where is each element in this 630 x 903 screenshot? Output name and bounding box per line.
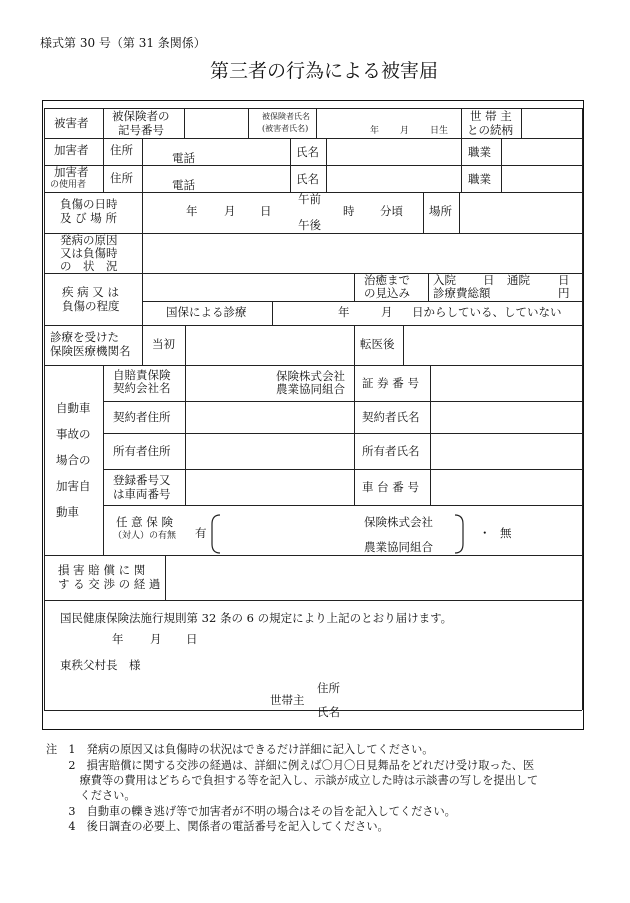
- contractor-address-label: 契約者住所: [113, 410, 171, 424]
- note-2-cont-2: ください。: [46, 789, 136, 802]
- insured-no-label-2: 記号番号: [118, 123, 164, 137]
- medical-label: 診療を受けた: [50, 330, 119, 344]
- car-side-label-4: 加害自: [56, 479, 91, 493]
- outpatient-day-label: 日: [558, 273, 570, 287]
- hour-label: 時: [343, 204, 355, 218]
- transfer-clinic-label: 転医後: [360, 337, 395, 351]
- declaration-day: 日: [186, 632, 198, 646]
- pm-label: 午後: [298, 218, 321, 232]
- outlook-label: 治癒まで: [364, 273, 410, 287]
- employer-job-label: 職業: [468, 172, 491, 186]
- addressee: 東秩父村長 様: [60, 658, 141, 672]
- optional-yes-label: 有: [195, 526, 207, 540]
- car-side-label-3: 場合の: [56, 453, 91, 467]
- disease-label: 疾 病 又 は: [62, 285, 119, 299]
- disease-label-2: 負傷の程度: [62, 299, 120, 313]
- declaration-text: 国民健康保険法施行規則第 32 条の 6 の規定により上記のとおり届けます。: [60, 611, 453, 625]
- employer-name-label: 氏名: [296, 172, 319, 186]
- offender-address-label: 住所: [110, 143, 133, 157]
- hospital-label: 入院: [433, 273, 456, 287]
- optional-insurance-label-2: （対人）の有無: [113, 531, 177, 541]
- employer-label-2: の使用者: [50, 180, 87, 190]
- offender-job-label: 職業: [468, 145, 491, 159]
- optional-company-label-2: 農業協同組合: [364, 540, 433, 554]
- victim-name-label: (被害者氏名): [262, 124, 309, 133]
- note-4: 4 後日調査の必要上、関係者の電話番号を記入してください。: [46, 820, 389, 833]
- am-label: 午前: [298, 192, 321, 206]
- cost-label: 診療費総額: [433, 286, 491, 300]
- declaration-year: 年: [112, 632, 124, 646]
- injury-datetime-label-2: 及 び 場 所: [60, 211, 117, 225]
- compensation-label: 損 害 賠 償 に 関: [58, 563, 146, 577]
- note-3: 3 自動車の轢き逃げ等で加害者が不明の場合はその旨を記入してください。: [46, 805, 456, 818]
- outlook-label-2: の見込み: [364, 286, 410, 300]
- bracket-icon: [210, 510, 465, 558]
- insured-name-label: 被保険者氏名: [262, 112, 310, 121]
- company-label-2: 農業協同組合: [276, 382, 345, 396]
- relation-label-2: との続柄: [467, 123, 513, 137]
- car-side-label-2: 事故の: [56, 427, 91, 441]
- employer-label: 加害者: [54, 165, 89, 179]
- householder-label: 世帯主: [270, 693, 305, 707]
- place-label: 場所: [429, 204, 452, 218]
- registration-label: 登録番号又: [113, 473, 171, 487]
- car-side-label-5: 動車: [56, 505, 79, 519]
- kokuho-year-label: 年: [338, 305, 350, 319]
- birth-month-label: 月: [400, 126, 410, 136]
- cause-label-3: の 状 況: [60, 259, 118, 273]
- car-side-label-1: 自動車: [56, 401, 91, 415]
- employer-address-label: 住所: [110, 171, 133, 185]
- insured-no-label: 被保険者の: [112, 109, 170, 123]
- injury-year-label: 年: [186, 204, 198, 218]
- relation-label: 世 帯 主: [470, 109, 512, 123]
- minute-label: 分頃: [380, 204, 403, 218]
- applicant-address-label: 住所: [317, 681, 340, 695]
- note-1: 注 1 発病の原因又は負傷時の状況はできるだけ詳細に記入してください。: [46, 743, 434, 756]
- applicant-name-label: 氏名: [317, 705, 340, 719]
- note-2-cont: 療費等の費用はどちらで負担する等を記入し、示談が成立した時は示談書の写しを提出して: [46, 774, 539, 787]
- birth-day-label: 日生: [430, 126, 449, 136]
- offender-label: 加害者: [54, 143, 89, 157]
- hospital-day-label: 日: [483, 273, 495, 287]
- first-clinic-label: 当初: [152, 337, 175, 351]
- kokuho-month-label: 月: [381, 305, 393, 319]
- compensation-label-2: す る 交 渉 の 経 過: [58, 577, 161, 591]
- page-title: 第三者の行為による被害届: [210, 60, 439, 82]
- form-number: 様式第 30 号（第 31 条関係）: [40, 36, 206, 50]
- optional-no-label: 無: [500, 526, 512, 540]
- cert-number-label: 証 券 番 号: [362, 376, 419, 390]
- note-2: 2 損害賠償に関する交渉の経過は、詳細に例えば〇月〇日見舞品をどれだけ受け取った、医: [46, 759, 535, 772]
- insurer-label: 自賠責保険: [113, 368, 171, 382]
- contractor-name-label: 契約者氏名: [362, 410, 420, 424]
- cause-label-2: 又は負傷時: [60, 246, 118, 260]
- owner-name-label: 所有者氏名: [362, 444, 420, 458]
- kokuho-label: 国保による診療: [166, 305, 247, 319]
- registration-label-2: は車両番号: [113, 487, 171, 501]
- employer-phone-label: 電話: [172, 178, 195, 192]
- chassis-number-label: 車 台 番 号: [362, 480, 419, 494]
- separator-dot: ・: [479, 526, 491, 540]
- cause-label: 発病の原因: [60, 233, 118, 247]
- injury-datetime-label: 負傷の日時: [60, 197, 118, 211]
- cost-unit-label: 円: [558, 286, 570, 300]
- victim-label: 被害者: [54, 116, 89, 130]
- optional-company-label-1: 保険株式会社: [364, 515, 433, 529]
- injury-day-label: 日: [260, 204, 272, 218]
- offender-phone-label: 電話: [172, 151, 195, 165]
- birth-year-label: 年: [370, 126, 380, 136]
- owner-address-label: 所有者住所: [113, 444, 171, 458]
- outpatient-label: 通院: [507, 273, 530, 287]
- offender-name-label: 氏名: [296, 145, 319, 159]
- declaration-month: 月: [150, 632, 162, 646]
- optional-insurance-label: 任 意 保 険: [116, 515, 173, 529]
- injury-month-label: 月: [224, 204, 236, 218]
- medical-label-2: 保険医療機関名: [50, 344, 131, 358]
- kokuho-text: 日からしている、していない: [412, 305, 562, 319]
- insurer-label-2: 契約会社名: [113, 381, 171, 395]
- company-label-1: 保険株式会社: [276, 369, 345, 383]
